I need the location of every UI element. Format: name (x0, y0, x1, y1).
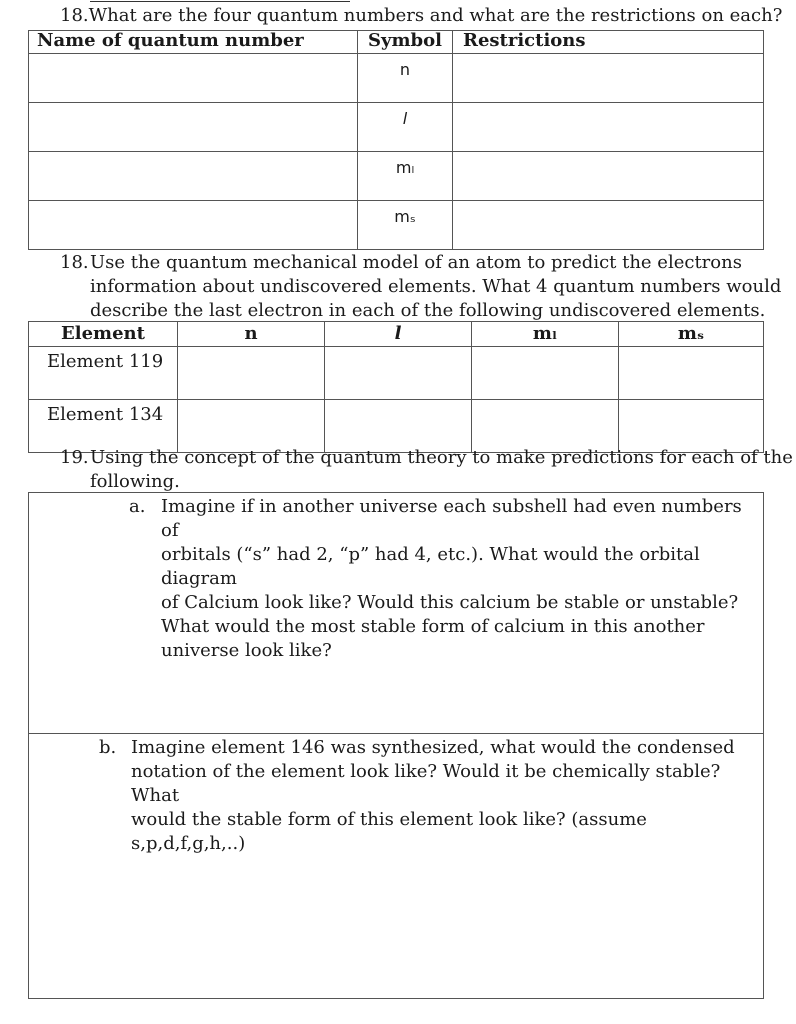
ms-cell[interactable] (619, 347, 764, 400)
prompt-b: b. Imagine element 146 was synthesized, what would the condensed notation of the element look like? Would it be chemically stable? What would the stable form of this element look like? (assume s,p,d,f,g,h,..) (99, 737, 735, 854)
answer-box-a[interactable] (28, 492, 764, 734)
table-header-row (29, 322, 764, 347)
ml-cell[interactable] (472, 347, 619, 400)
header-l: l (325, 322, 472, 347)
header-name: Name of quantum number (29, 31, 358, 54)
prompt-a: a. Imagine if in another universe each subshell had even numbers of orbitals (“s” had 2, “p” had 4, etc.). What would the orbital diagram of Calcium look like? Would this calcium be stable or unstable? What would the most stable form of calcium in this another universe look like? (129, 496, 742, 661)
name-cell[interactable] (29, 152, 358, 201)
name-cell[interactable] (29, 54, 358, 103)
question-number: 19. (60, 447, 89, 468)
symbol-cell (358, 201, 453, 250)
name-cell[interactable] (29, 103, 358, 152)
element-label: Element 119 (29, 347, 178, 400)
name-cell[interactable] (29, 201, 358, 250)
table-row (29, 54, 764, 103)
question-18a-title: 18.What are the four quantum numbers and what are the restrictions on each? (60, 5, 783, 26)
quantum-numbers-table (28, 30, 764, 250)
title-overline (90, 1, 350, 2)
symbol-ml: mₗ (395, 158, 415, 177)
question-19-text: 19.Using the concept of the quantum theory to make predictions for each of the following. (60, 447, 793, 492)
header-n: n (178, 322, 325, 347)
table-row (29, 103, 764, 152)
n-cell[interactable] (178, 347, 325, 400)
n-cell[interactable] (178, 400, 325, 453)
symbol-cell (358, 103, 453, 152)
header-symbol: Symbol (358, 31, 453, 54)
symbol-n: n (399, 60, 411, 79)
l-cell[interactable] (325, 347, 472, 400)
header-ms: mₛ (619, 322, 764, 347)
restrictions-cell[interactable] (453, 152, 764, 201)
item-label: a. (129, 496, 146, 517)
ms-cell[interactable] (619, 400, 764, 453)
header-restrictions: Restrictions (453, 31, 764, 54)
answer-box-b[interactable] (28, 733, 764, 999)
question-number: 18. (60, 252, 89, 273)
symbol-cell (358, 152, 453, 201)
header-ml: mₗ (472, 322, 619, 347)
symbol-cell (358, 54, 453, 103)
table-header-row (29, 31, 764, 54)
symbol-l: l (402, 109, 408, 128)
table-row (29, 347, 764, 400)
element-label: Element 134 (29, 400, 178, 453)
header-element: Element (29, 322, 178, 347)
restrictions-cell[interactable] (453, 201, 764, 250)
table-row (29, 400, 764, 453)
table-row (29, 152, 764, 201)
table-row (29, 201, 764, 250)
question-18b-text: 18.Use the quantum mechanical model of an atom to predict the electrons information about undiscovered elements. What 4 quantum numbers would describe the last electron in each of the following undiscovered elements. (60, 252, 782, 321)
l-cell[interactable] (325, 400, 472, 453)
symbol-ms: mₛ (394, 207, 416, 226)
restrictions-cell[interactable] (453, 54, 764, 103)
element-quantum-table (28, 321, 764, 453)
ml-cell[interactable] (472, 400, 619, 453)
restrictions-cell[interactable] (453, 103, 764, 152)
item-label: b. (99, 737, 117, 758)
